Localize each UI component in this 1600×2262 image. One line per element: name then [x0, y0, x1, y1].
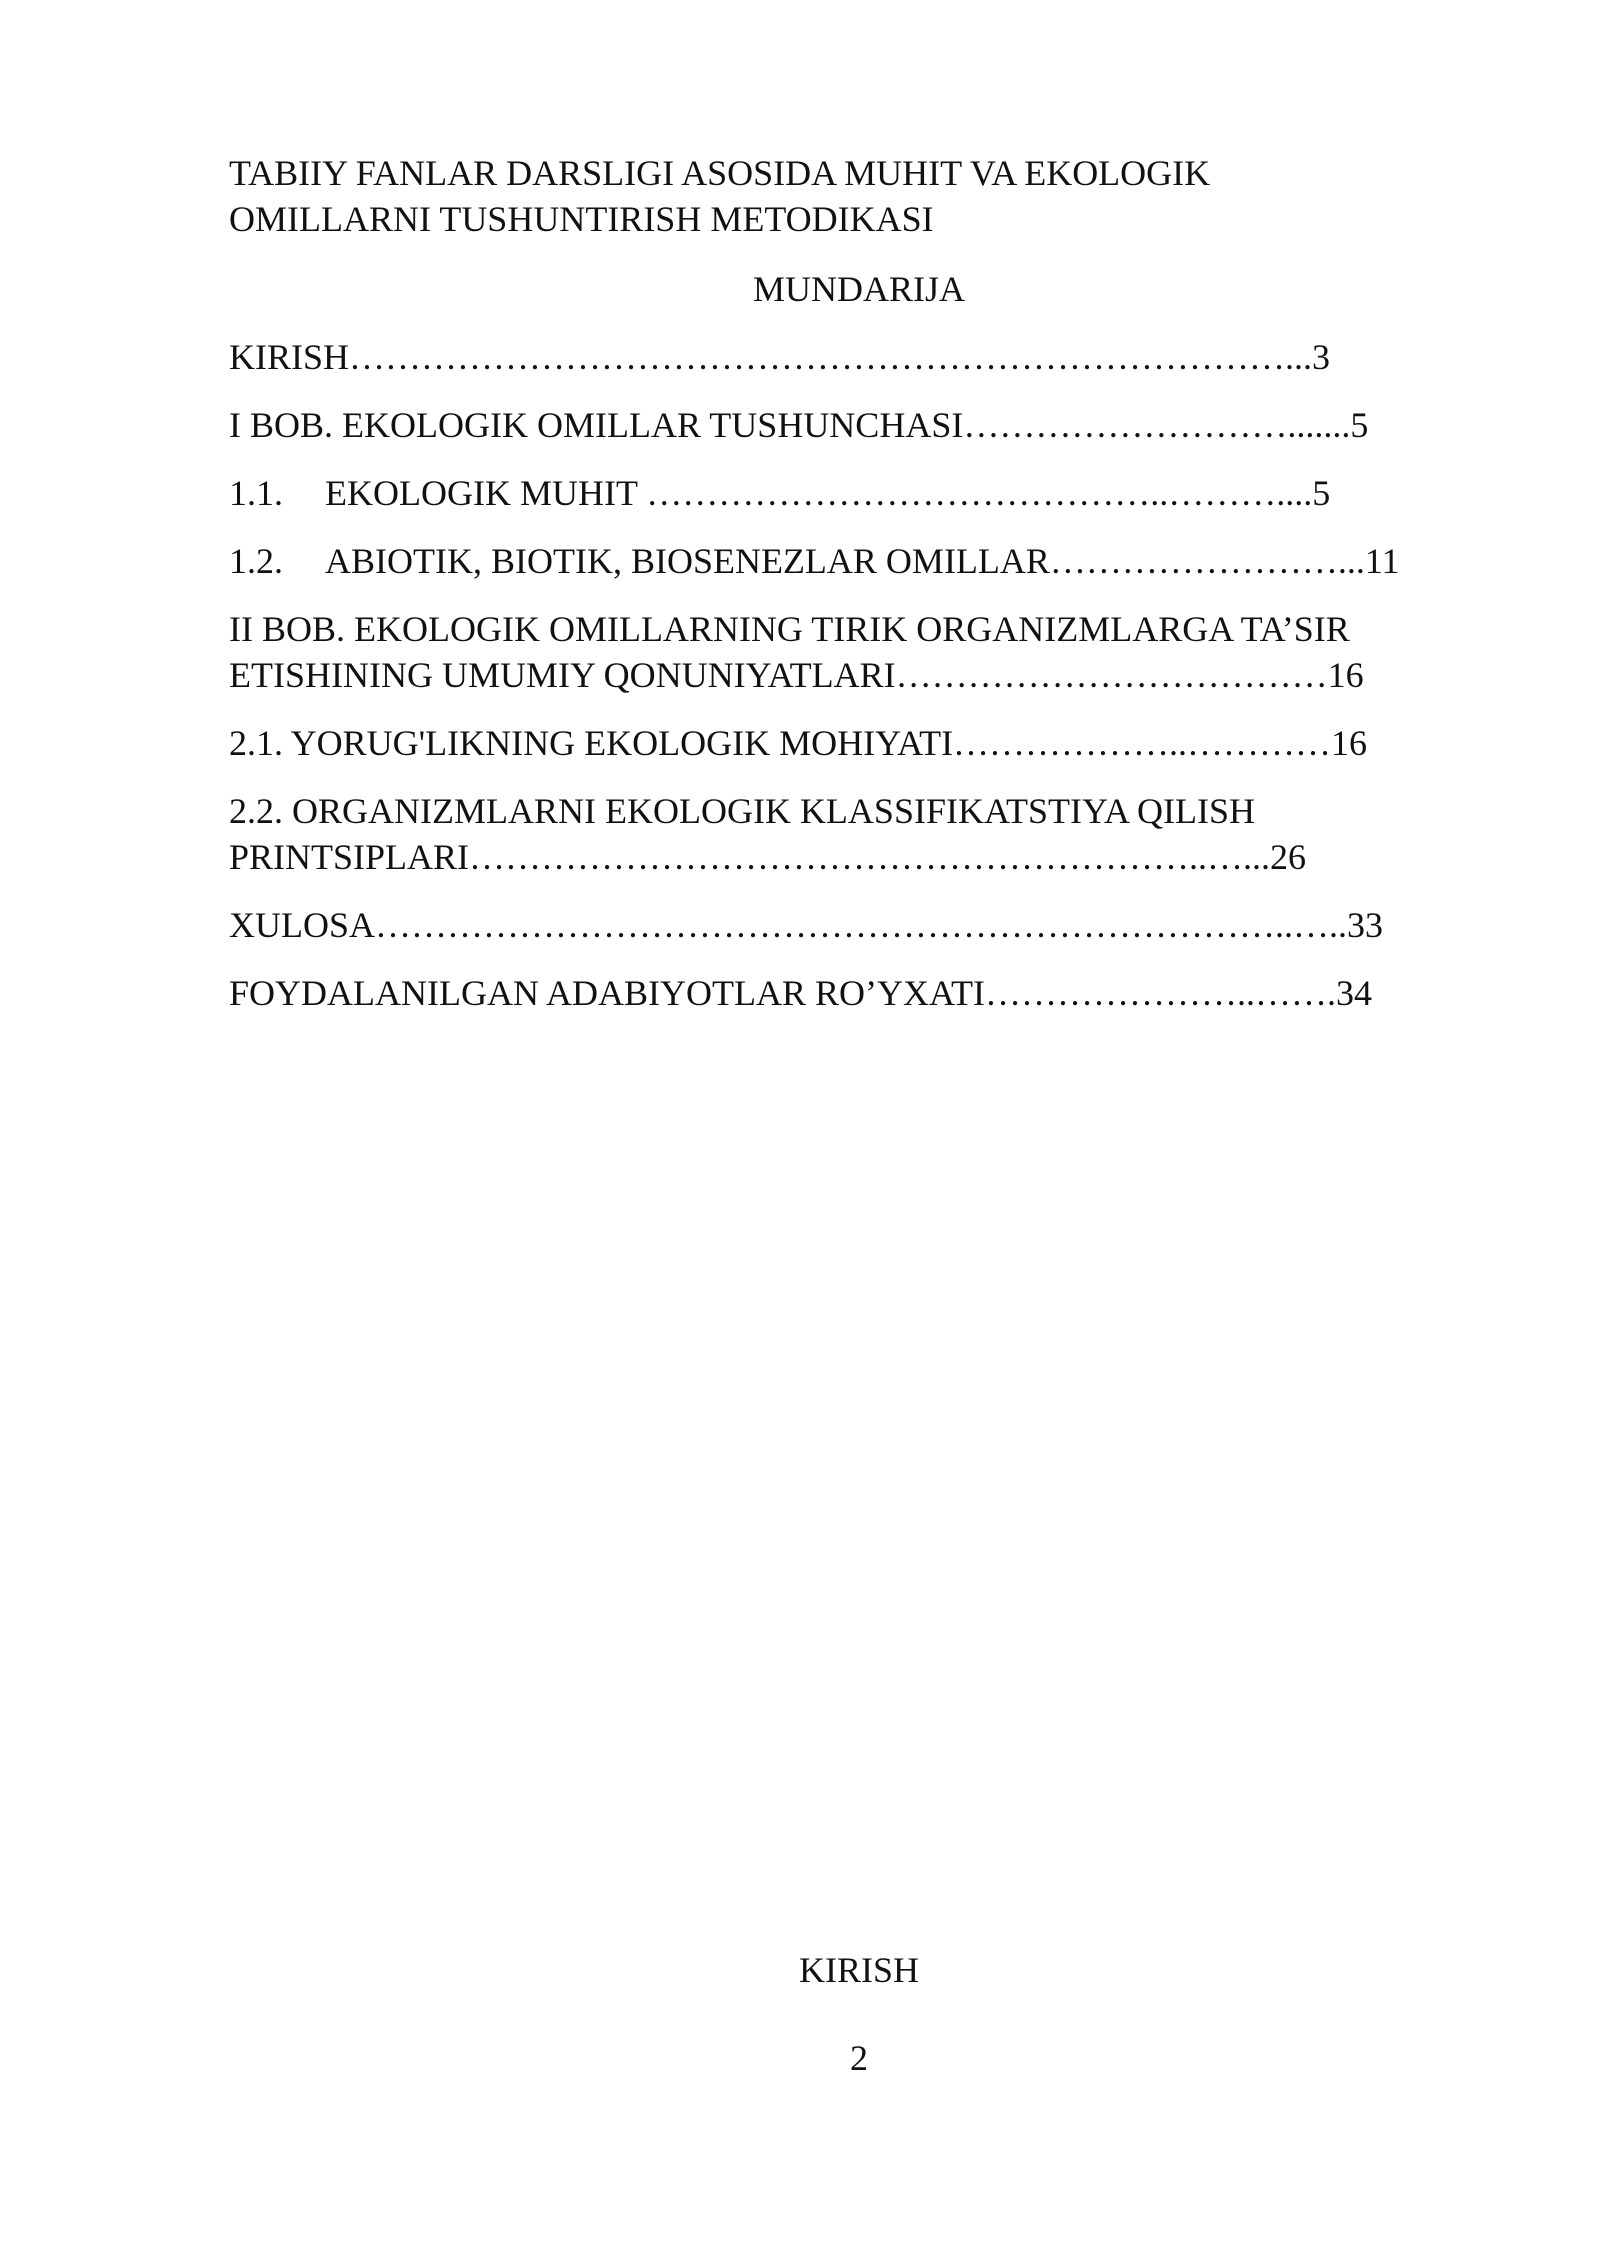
- toc-entry-section-1-1[interactable]: [229, 470, 1330, 516]
- toc-entry-references[interactable]: [229, 970, 1372, 1016]
- toc-entry-text: KIRISH……………………………………………………………………...3: [229, 337, 1331, 377]
- toc-entry-text: FOYDALANILGAN ADABIYOTLAR RO’YXATI…………………..…….34: [229, 973, 1372, 1013]
- toc-entry-line-1: 2.2. ORGANIZMLARNI EKOLOGIK KLASSIFIKATSTIYA QILISH: [229, 791, 1255, 831]
- toc-entry-line-1: II BOB. EKOLOGIK OMILLARNING TIRIK ORGANIZMLARGA TA’SIR: [229, 609, 1350, 649]
- toc-entry-text: I BOB. EKOLOGIK OMILLAR TUSHUNCHASI……………………….......5: [229, 405, 1369, 445]
- toc-entry-xulosa[interactable]: [229, 902, 1383, 948]
- toc-entry-section-2-1[interactable]: [229, 720, 1367, 766]
- document-title-line-2: OMILLARNI TUSHUNTIRISH METODIKASI: [229, 199, 934, 239]
- toc-entry-section-2-2[interactable]: [229, 788, 1306, 880]
- toc-entry-line-2: ETISHINING UMUMIY QONUNIYATLARI………………………………16: [229, 655, 1364, 695]
- toc-entry-text: ABIOTIK, BIOTIK, BIOSENEZLAR OMILLAR……………………...11: [325, 541, 1400, 581]
- document-title: [229, 150, 1429, 242]
- toc-entry-text: 2.1. YORUG'LIKNING EKOLOGIK MOHIYATI………………..…………16: [229, 723, 1368, 763]
- section-heading-kirish: KIRISH: [798, 1950, 919, 1990]
- toc-entry-section-1-2[interactable]: [229, 538, 1400, 584]
- toc-entry-number: 1.1.: [229, 473, 283, 513]
- document-title-line-1: TABIIY FANLAR DARSLIGI ASOSIDA MUHIT VA EKOLOGIK: [229, 153, 1211, 193]
- toc-entry-text: EKOLOGIK MUHIT ……………………………………..………....5: [325, 473, 1331, 513]
- toc-entry-text: XULOSA…………………………………………………………………..…..33: [229, 905, 1384, 945]
- toc-entry-number: 1.2.: [229, 541, 283, 581]
- toc-entry-line-2: PRINTSIPLARI……………………………………………………..…...26: [229, 837, 1307, 877]
- toc-entry-chapter-2[interactable]: [229, 606, 1364, 698]
- toc-entry-kirish[interactable]: [229, 334, 1330, 380]
- page-number: 2: [850, 2038, 868, 2078]
- toc-heading: MUNDARIJA: [752, 269, 965, 309]
- toc-entry-chapter-1[interactable]: [229, 402, 1368, 448]
